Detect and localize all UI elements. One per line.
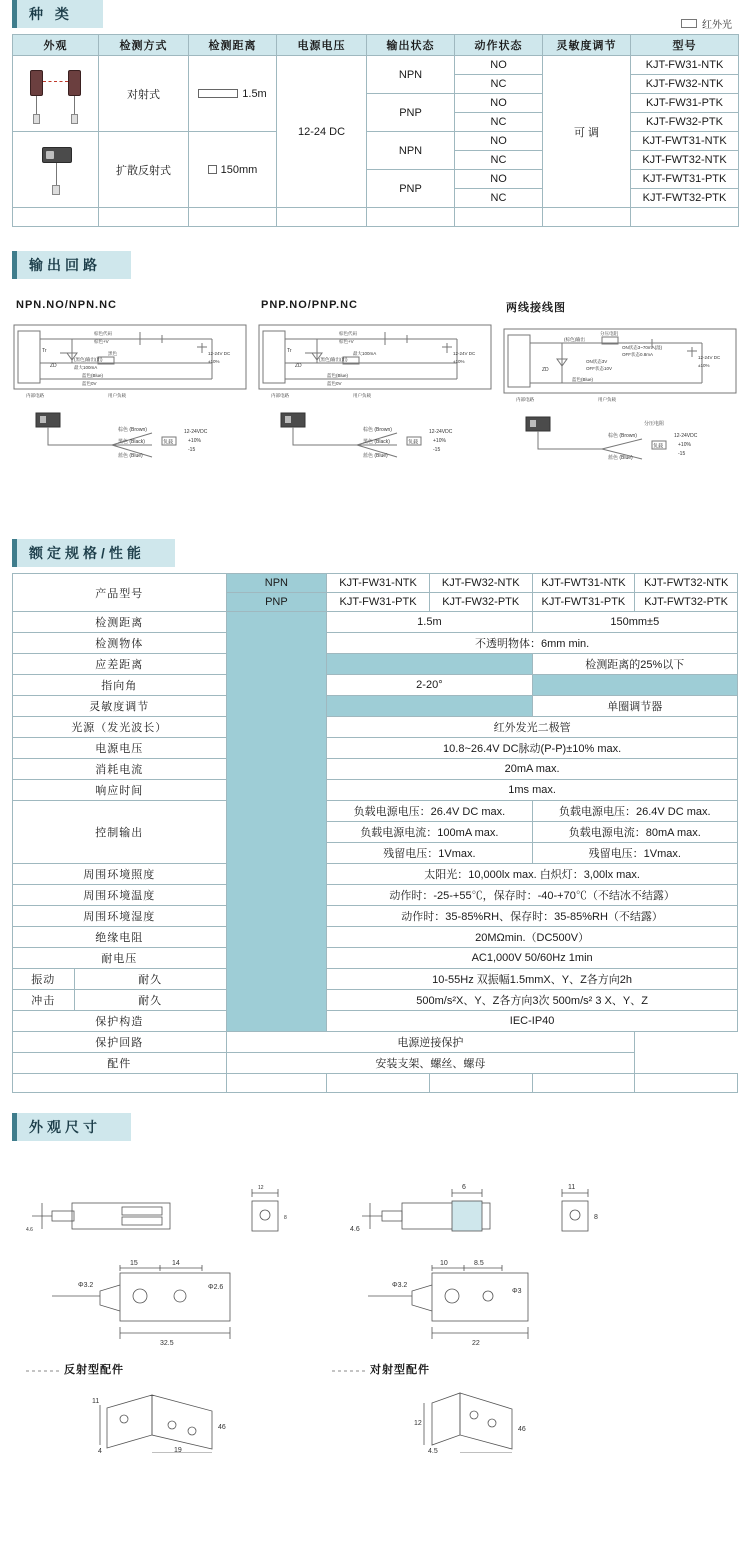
spec-label-10: 周围环境照度	[13, 864, 227, 885]
svg-text:12-24VDC: 12-24VDC	[429, 429, 453, 435]
action-2: NC	[455, 75, 543, 94]
table-row	[13, 738, 738, 759]
spec-value-9-2-left: 残留电压：1Vmax.	[327, 843, 532, 864]
spec-label-model: 产品型号	[13, 574, 227, 612]
svg-text:棕色+V: 棕色+V	[339, 339, 354, 344]
spec-value-19: 安装支架、螺丝、螺母	[226, 1053, 635, 1074]
diffuse-sensor-icon	[14, 141, 100, 199]
spec-model-pnp-2: KJT-FWT31-PTK	[532, 593, 635, 612]
action-6: NC	[455, 151, 543, 170]
spec-value-9-2-right: 残留电压：1Vmax.	[532, 843, 737, 864]
distance-diffuse	[189, 132, 277, 208]
spec-value-15: 10-55Hz 双振幅1.5mmX、Y、Z各方向2h	[327, 969, 738, 990]
svg-text:+10%: +10%	[433, 438, 446, 444]
svg-text:负载: 负载	[653, 443, 664, 450]
svg-text:-15: -15	[678, 451, 686, 457]
svg-text:棕色代码: 棕色代码	[94, 331, 112, 336]
spec-model-npn-3: KJT-FWT32-NTK	[635, 574, 738, 593]
spec-label-17: 保护构造	[13, 1011, 227, 1032]
output-npn-1: NPN	[367, 56, 455, 94]
circuit-diagrams-row	[12, 295, 738, 479]
output-pnp-1: PNP	[367, 94, 455, 132]
svg-text:蓝色 (Blue): 蓝色 (Blue)	[363, 453, 388, 459]
table-row	[13, 1032, 738, 1053]
legend-infrared	[681, 16, 732, 31]
svg-text:(黑色)输出(出): (黑色)输出(出)	[319, 357, 348, 362]
spec-label-18: 保护回路	[13, 1032, 227, 1053]
svg-text:蓝色(Blue): 蓝色(Blue)	[572, 377, 594, 382]
table-row	[13, 948, 738, 969]
table-row	[13, 696, 738, 717]
spec-label-16: 冲击	[13, 990, 75, 1011]
spec-label-11: 周围环境温度	[13, 885, 227, 906]
svg-text:分压电阻: 分压电阻	[644, 421, 665, 427]
section-title-ratings: 额定规格/性能	[12, 539, 175, 567]
ratings-table	[12, 573, 738, 1093]
table-row	[13, 56, 739, 75]
spec-label-2: 应差距离	[13, 654, 227, 675]
power-voltage: 12-24 DC	[277, 56, 367, 208]
spec-value-3-right	[532, 675, 737, 696]
action-4: NC	[455, 113, 543, 132]
svg-text:蓝色(Blue): 蓝色(Blue)	[82, 373, 104, 378]
svg-text:12-24V DC: 12-24V DC	[698, 355, 721, 360]
svg-text:蓝色(Blue): 蓝色(Blue)	[327, 373, 349, 378]
spec-label-4: 灵敏度调节	[13, 696, 227, 717]
spec-label-1: 检测物体	[13, 633, 227, 654]
svg-text:Tr: Tr	[287, 348, 292, 354]
types-table	[12, 34, 739, 227]
table-row	[13, 801, 738, 822]
svg-text:内部电路: 内部电路	[271, 393, 289, 398]
svg-text:ON状态3~70mA(湿): ON状态3~70mA(湿)	[622, 345, 663, 350]
svg-text:8: 8	[284, 1215, 287, 1221]
spec-pnp-label: PNP	[226, 593, 327, 612]
table-row	[13, 969, 738, 990]
spec-label-8: 响应时间	[13, 780, 227, 801]
svg-text:蓝色 (Blue): 蓝色 (Blue)	[608, 455, 633, 461]
distance-box-icon	[208, 165, 217, 174]
spec-value-12: 动作时：35-85%RH、保存时：35-85%RH（不结露）	[327, 906, 738, 927]
model-4: KJT-FW32-PTK	[631, 113, 739, 132]
sensitivity-adjust: 可 调	[543, 56, 631, 208]
model-8: KJT-FWT32-PTK	[631, 189, 739, 208]
svg-text:-15: -15	[433, 447, 441, 453]
spec-value-10: 太阳光：10,000lx max. 白炽灯：3,00lx max.	[327, 864, 738, 885]
svg-text:19: 19	[174, 1447, 182, 1453]
svg-text:±10%: ±10%	[453, 359, 465, 364]
spec-value-4-left	[327, 696, 532, 717]
svg-text:6: 6	[462, 1184, 466, 1191]
svg-text:用户负载: 用户负载	[353, 393, 371, 398]
spec-label-6: 电源电压	[13, 738, 227, 759]
svg-text:蓝色 (Blue): 蓝色 (Blue)	[118, 453, 143, 459]
circuit-wiring-npn	[12, 405, 248, 475]
svg-text:用户负载: 用户负载	[598, 397, 616, 402]
svg-text:4.6: 4.6	[26, 1227, 33, 1233]
appearance-thrubeam	[13, 56, 99, 132]
section-title-types: 种 类	[12, 0, 103, 28]
spec-label-19: 配件	[13, 1053, 227, 1074]
model-2: KJT-FW32-NTK	[631, 75, 739, 94]
circuit-title-pnp: PNP.NO/PNP.NC	[261, 299, 358, 311]
th-output: 输出状态	[367, 35, 455, 56]
spec-value-2-right: 检测距离的25%以下	[532, 654, 737, 675]
svg-text:负载: 负载	[163, 439, 174, 446]
svg-text:OFF状态10V: OFF状态10V	[586, 366, 613, 371]
svg-text:ZD: ZD	[542, 367, 549, 373]
table-row	[13, 654, 738, 675]
model-7: KJT-FWT31-PTK	[631, 170, 739, 189]
spec-label-14: 耐电压	[13, 948, 227, 969]
svg-text:ZD: ZD	[295, 363, 302, 369]
spec-model-pnp-0: KJT-FW31-PTK	[327, 593, 430, 612]
table-row	[13, 759, 738, 780]
svg-text:棕色 (Brown): 棕色 (Brown)	[608, 433, 637, 439]
svg-text:12-24V DC: 12-24V DC	[208, 351, 231, 356]
th-sensitivity: 灵敏度调节	[543, 35, 631, 56]
spec-value-9-1-left: 负载电源电流：100mA max.	[327, 822, 532, 843]
table-row	[13, 927, 738, 948]
th-appearance: 外观	[13, 35, 99, 56]
svg-text:黑色 (Black): 黑色 (Black)	[118, 439, 145, 445]
spec-value-17: IEC-IP40	[327, 1011, 738, 1032]
spec-value-0-left: 1.5m	[327, 612, 532, 633]
th-method: 检测方式	[99, 35, 189, 56]
accessory-label-reflective: 反射型配件	[64, 1364, 124, 1376]
th-action: 动作状态	[455, 35, 543, 56]
table-row	[13, 990, 738, 1011]
model-3: KJT-FW31-PTK	[631, 94, 739, 113]
spec-value-18: 电源逆接保护	[226, 1032, 635, 1053]
circuit-col-two-wire	[502, 295, 738, 479]
circuit-title-two-wire: 两线接线图	[506, 302, 566, 314]
spec-model-npn-1: KJT-FW32-NTK	[429, 574, 532, 593]
spec-teal-column	[226, 612, 327, 1032]
spec-value-1: 不透明物体：6mm min.	[327, 633, 738, 654]
svg-text:内部电路: 内部电路	[516, 397, 534, 402]
spec-label-13: 绝缘电阻	[13, 927, 227, 948]
spec-value-6: 10.8~26.4V DC脉动(P-P)±10% max.	[327, 738, 738, 759]
spec-value-0-right: 150mm±5	[532, 612, 737, 633]
spec-label-9: 控制输出	[13, 801, 227, 864]
spec-value-8: 1ms max.	[327, 780, 738, 801]
model-1: KJT-FW31-NTK	[631, 56, 739, 75]
svg-text:4.6: 4.6	[350, 1226, 360, 1233]
svg-text:±10%: ±10%	[208, 359, 220, 364]
spec-sublabel-15: 耐久	[74, 969, 226, 990]
table-row	[13, 612, 738, 633]
svg-text:Φ3.2: Φ3.2	[78, 1282, 94, 1289]
circuit-col-pnp	[257, 295, 493, 479]
spec-label-5: 光源（发光波长）	[13, 717, 227, 738]
svg-text:+10%: +10%	[188, 438, 201, 444]
action-5: NO	[455, 132, 543, 151]
action-3: NO	[455, 94, 543, 113]
section-title-output-circuit: 输出回路	[12, 251, 131, 279]
th-model: 型号	[631, 35, 739, 56]
spec-model-npn-0: KJT-FW31-NTK	[327, 574, 430, 593]
distance-thrubeam	[189, 56, 277, 132]
action-7: NO	[455, 170, 543, 189]
svg-text:ZD: ZD	[50, 363, 57, 369]
table-row	[13, 132, 739, 151]
circuit-schematic-npn	[12, 319, 248, 405]
distance-bar-icon	[198, 89, 238, 98]
svg-text:4.5: 4.5	[428, 1448, 438, 1453]
section-dimensions	[12, 1113, 738, 1453]
table-row	[13, 906, 738, 927]
svg-text:OFF状态0.8mA: OFF状态0.8mA	[622, 352, 654, 357]
table-row	[13, 885, 738, 906]
svg-text:棕色+V: 棕色+V	[94, 339, 109, 344]
spec-value-4-right: 单圈调节器	[532, 696, 737, 717]
method-thrubeam: 对射式	[99, 56, 189, 132]
svg-text:10: 10	[440, 1260, 448, 1267]
spec-label-0: 检测距离	[13, 612, 227, 633]
table-row-blank	[13, 1074, 738, 1093]
svg-text:12: 12	[258, 1185, 264, 1191]
spec-value-11: 动作时：-25-+55℃，保存时：-40-+70℃（不结冰不结露）	[327, 885, 738, 906]
svg-text:内部电路: 内部电路	[26, 393, 44, 398]
dimension-svg	[12, 1153, 738, 1453]
svg-text:-15: -15	[188, 447, 196, 453]
svg-text:8: 8	[594, 1214, 598, 1221]
svg-text:12-24VDC: 12-24VDC	[184, 429, 208, 435]
section-ratings	[12, 539, 738, 1093]
types-table-header-row	[13, 35, 739, 56]
spec-value-16: 500m/s²X、Y、Z各方向3次 500m/s² 3 X、Y、Z	[327, 990, 738, 1011]
section-output-circuit	[12, 251, 738, 479]
svg-text:(黑色)输出(出): (黑色)输出(出)	[74, 357, 103, 362]
table-row	[13, 780, 738, 801]
circuit-title-npn: NPN.NO/NPN.NC	[16, 299, 118, 311]
spec-value-9-1-right: 负载电源电流：80mA max.	[532, 822, 737, 843]
svg-text:4: 4	[98, 1448, 102, 1453]
table-row	[13, 675, 738, 696]
table-row	[13, 633, 738, 654]
svg-text:46: 46	[518, 1426, 526, 1433]
svg-text:黑色: 黑色	[108, 351, 117, 356]
svg-text:Tr: Tr	[42, 348, 47, 354]
accessory-label-thrubeam: 对射型配件	[370, 1364, 430, 1376]
spec-value-3-left: 2-20°	[327, 675, 532, 696]
circuit-wiring-two-wire	[502, 409, 738, 479]
action-8: NC	[455, 189, 543, 208]
svg-text:棕色 (Brown): 棕色 (Brown)	[118, 427, 147, 433]
svg-text:15: 15	[130, 1260, 138, 1267]
output-npn-2: NPN	[367, 132, 455, 170]
circuit-wiring-pnp	[257, 405, 493, 475]
svg-text:32.5: 32.5	[160, 1340, 174, 1347]
svg-text:棕色 (Brown): 棕色 (Brown)	[363, 427, 392, 433]
svg-text:分压电阻: 分压电阻	[600, 331, 618, 336]
legend-label: 红外光	[702, 20, 732, 31]
spec-sublabel-16: 耐久	[74, 990, 226, 1011]
spec-model-pnp-1: KJT-FW32-PTK	[429, 593, 532, 612]
svg-text:蓝色0V: 蓝色0V	[327, 381, 342, 386]
table-row	[13, 864, 738, 885]
svg-text:11: 11	[92, 1398, 100, 1405]
svg-text:棕色代码: 棕色代码	[339, 331, 357, 336]
spec-label-12: 周围环境湿度	[13, 906, 227, 927]
appearance-diffuse	[13, 132, 99, 208]
svg-text:14: 14	[172, 1260, 180, 1267]
legend-swatch-icon	[681, 19, 697, 28]
section-types	[12, 0, 738, 227]
circuit-schematic-pnp	[257, 319, 493, 405]
section-title-dimensions: 外观尺寸	[12, 1113, 131, 1141]
spec-value-7: 20mA max.	[327, 759, 738, 780]
spec-value-14: AC1,000V 50/60Hz 1min	[327, 948, 738, 969]
svg-text:Φ3.2: Φ3.2	[392, 1282, 408, 1289]
svg-text:+10%: +10%	[678, 442, 691, 448]
svg-text:12-24V DC: 12-24V DC	[453, 351, 476, 356]
table-row-blank	[13, 208, 739, 227]
spec-label-7: 消耗电流	[13, 759, 227, 780]
svg-text:用户负载: 用户负载	[108, 393, 126, 398]
svg-text:46: 46	[218, 1424, 226, 1431]
spec-npn-label: NPN	[226, 574, 327, 593]
svg-text:负载: 负载	[408, 439, 419, 446]
circuit-col-npn	[12, 295, 248, 479]
output-pnp-2: PNP	[367, 170, 455, 208]
action-1: NO	[455, 56, 543, 75]
spec-model-pnp-3: KJT-FWT32-PTK	[635, 593, 738, 612]
method-diffuse: 扩散反射式	[99, 132, 189, 208]
table-row	[13, 574, 738, 593]
svg-text:12-24VDC: 12-24VDC	[674, 433, 698, 439]
svg-text:(棕色)输出: (棕色)输出	[564, 337, 585, 342]
thrubeam-sensor-icon	[14, 64, 100, 124]
svg-text:Φ2.6: Φ2.6	[208, 1284, 224, 1291]
svg-text:11: 11	[568, 1184, 576, 1191]
distance-value: 1.5m	[242, 87, 267, 100]
th-voltage: 电源电压	[277, 35, 367, 56]
spec-value-9-0-right: 负载电源电压：26.4V DC max.	[532, 801, 737, 822]
model-5: KJT-FWT31-NTK	[631, 132, 739, 151]
spec-label-15: 振动	[13, 969, 75, 990]
svg-text:最大100mA: 最大100mA	[353, 351, 377, 356]
svg-text:黑色 (Black): 黑色 (Black)	[363, 439, 390, 445]
svg-text:最大100mA: 最大100mA	[74, 365, 98, 370]
spec-value-5: 红外发光二极管	[327, 717, 738, 738]
distance-value-2: 150mm	[220, 163, 258, 176]
table-row	[13, 1053, 738, 1074]
svg-text:±10%: ±10%	[698, 363, 710, 368]
svg-text:8.5: 8.5	[474, 1260, 484, 1267]
svg-text:12: 12	[414, 1420, 422, 1427]
svg-text:蓝色0V: 蓝色0V	[82, 381, 97, 386]
dimension-drawings	[12, 1153, 738, 1453]
table-row	[13, 717, 738, 738]
circuit-schematic-two-wire	[502, 323, 738, 409]
svg-text:Φ3: Φ3	[512, 1288, 522, 1295]
svg-text:ON状态3V: ON状态3V	[586, 359, 608, 364]
model-6: KJT-FWT32-NTK	[631, 151, 739, 170]
table-row	[13, 1011, 738, 1032]
spec-model-npn-2: KJT-FWT31-NTK	[532, 574, 635, 593]
spec-label-3: 指向角	[13, 675, 227, 696]
th-distance: 检测距离	[189, 35, 277, 56]
spec-value-9-0-left: 负载电源电压：26.4V DC max.	[327, 801, 532, 822]
svg-text:22: 22	[472, 1340, 480, 1347]
spec-value-2-left	[327, 654, 532, 675]
spec-value-13: 20MΩmin.（DC500V）	[327, 927, 738, 948]
